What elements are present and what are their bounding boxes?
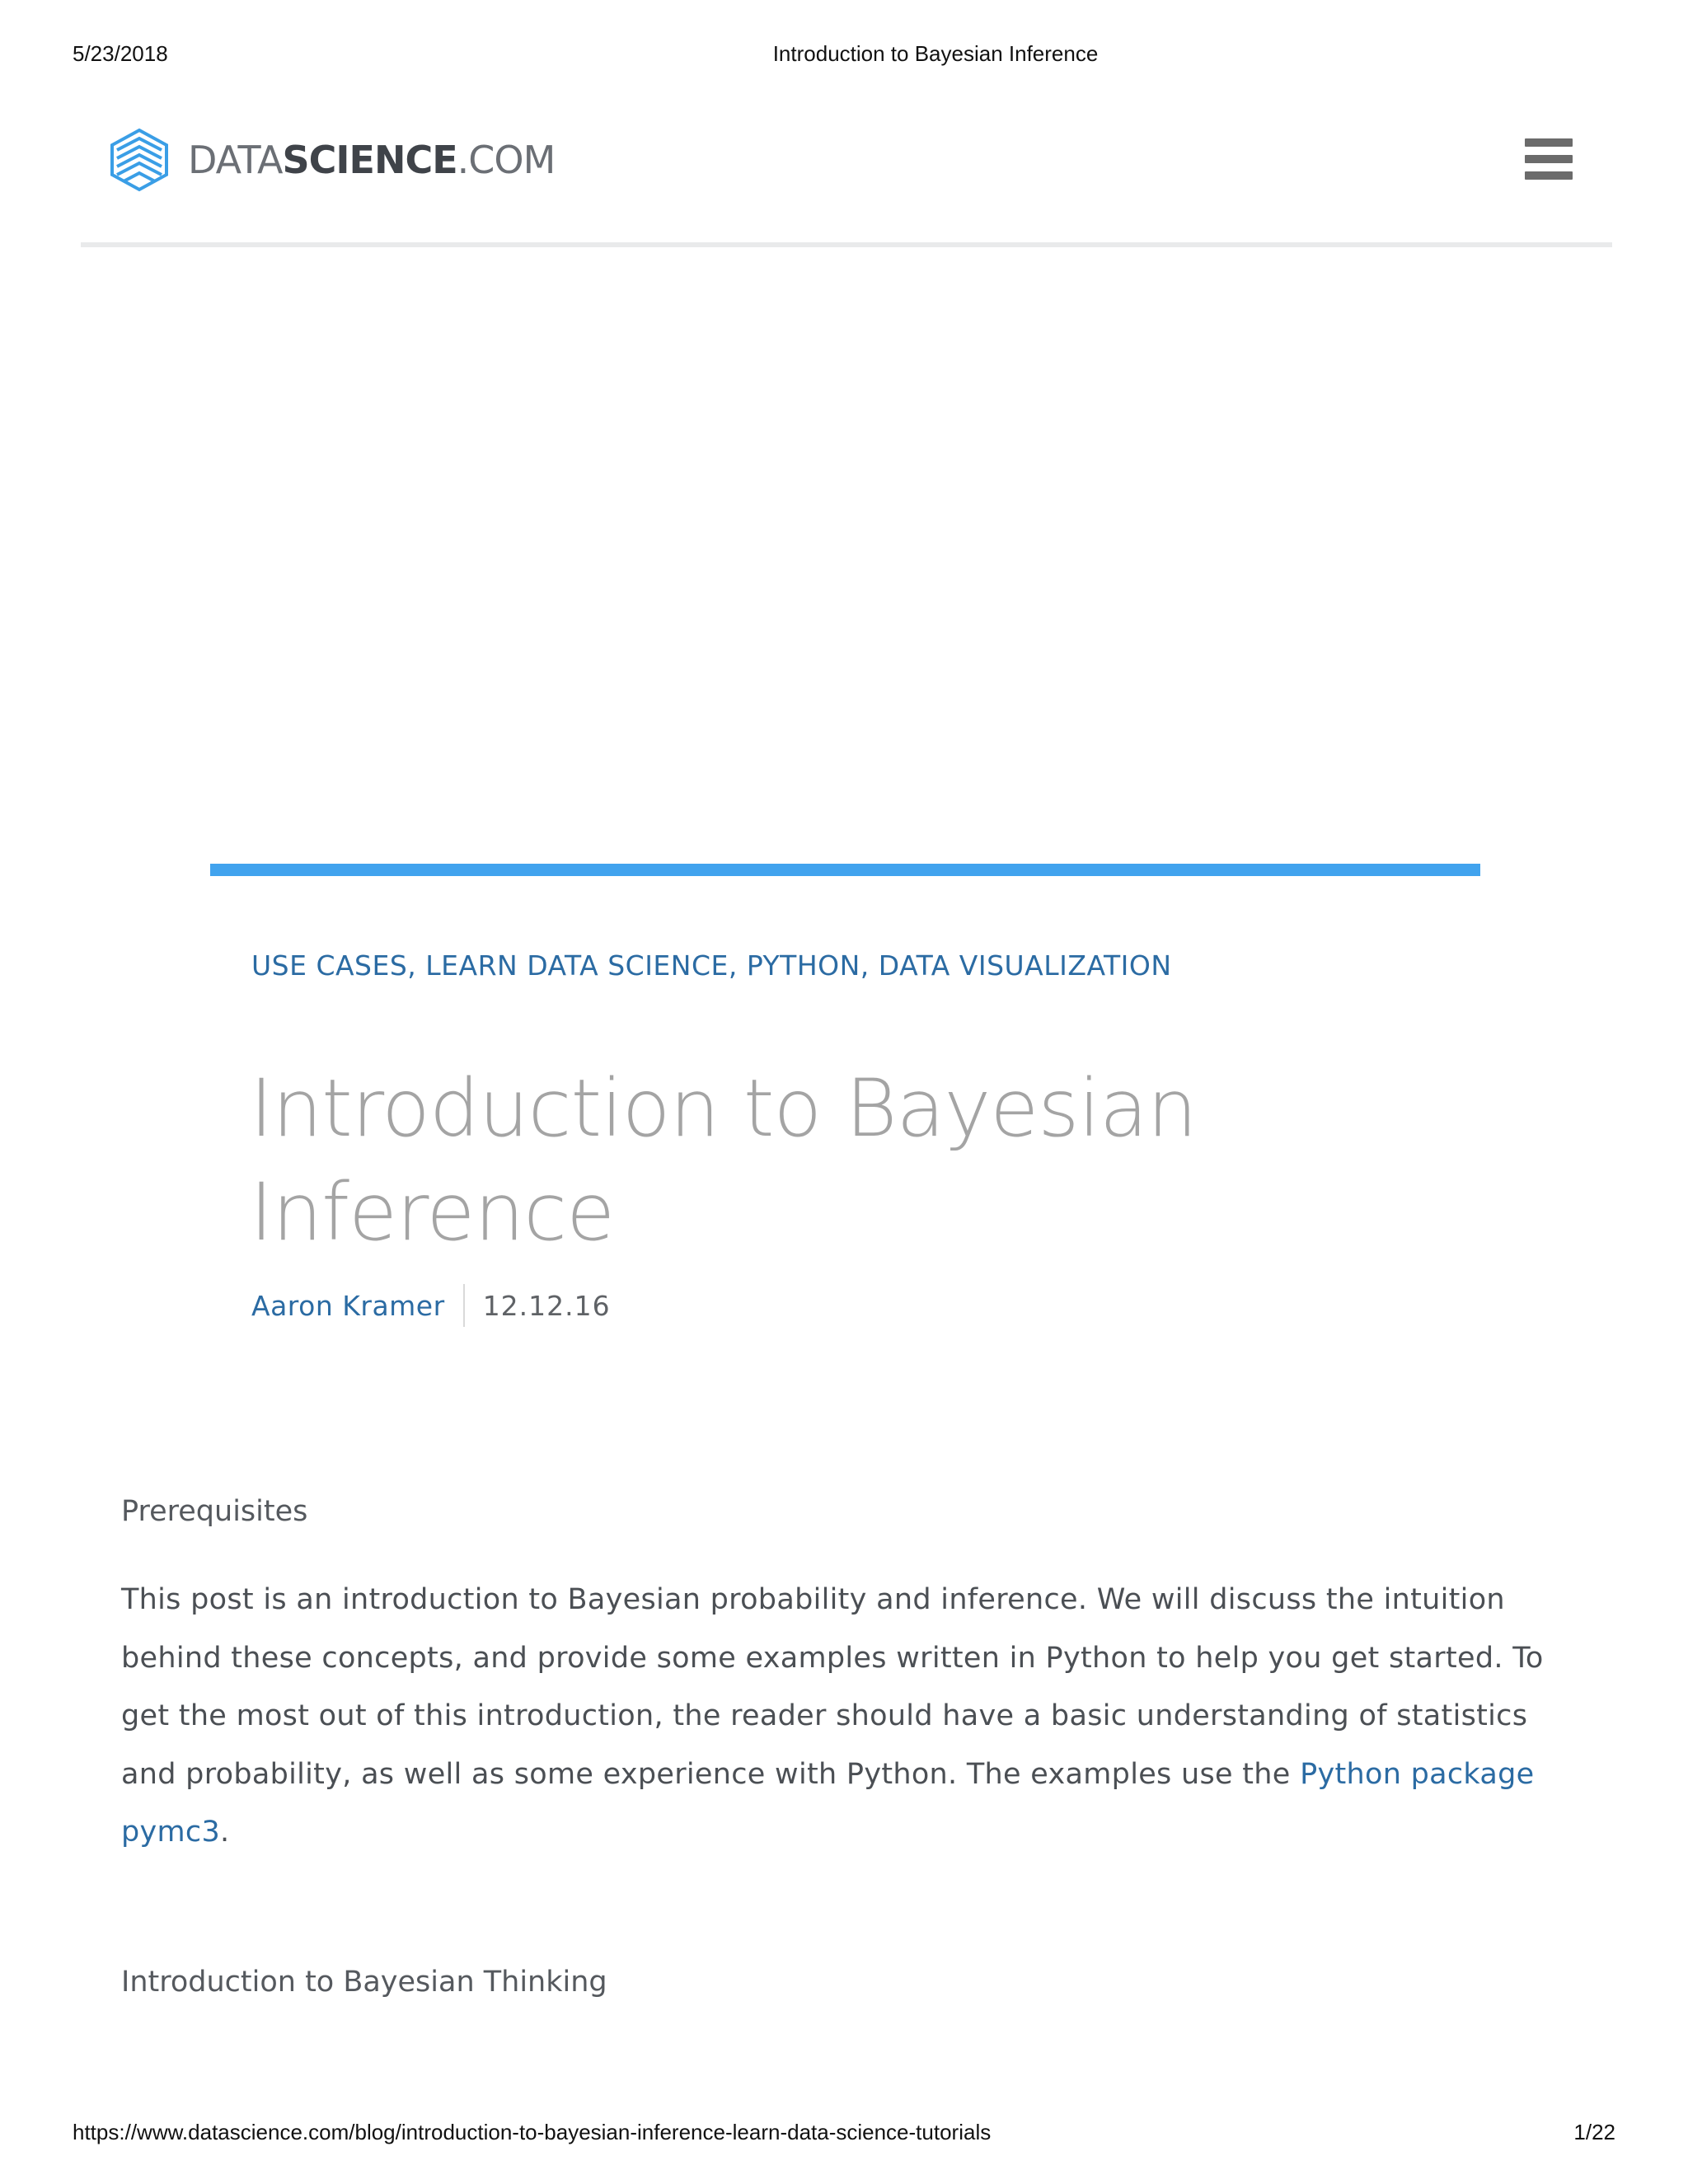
publish-date: 12.12.16 [482, 1289, 611, 1322]
logo-text-data: DATA [188, 138, 283, 182]
hamburger-menu-icon[interactable] [1525, 138, 1573, 180]
logo-wordmark [188, 138, 555, 182]
print-page-number: 1/22 [1573, 2120, 1615, 2144]
print-url: https://www.datascience.com/blog/introduction-to-bayesian-inference-learn-data-science-tutorials [73, 2120, 992, 2144]
prerequisites-heading: Prerequisites [121, 1495, 308, 1528]
datascience-logo-icon [109, 127, 170, 193]
print-page-title: Introduction to Bayesian Inference [772, 41, 1099, 66]
pymc3-link[interactable]: Python package pymc3 [121, 1757, 1535, 1849]
print-date: 5/23/2018 [73, 41, 168, 66]
intro-paragraph [121, 1571, 1572, 1862]
article-title: Introduction to Bayesian Inference [250, 1062, 1197, 1259]
site-logo[interactable] [109, 127, 555, 193]
bayesian-thinking-heading: Introduction to Bayesian Thinking [121, 1966, 607, 1999]
intro-paragraph-end: . [220, 1816, 230, 1849]
byline-divider [463, 1284, 465, 1327]
article-byline [251, 1284, 611, 1327]
logo-text-com: .COM [457, 138, 556, 182]
hero-accent-bar [210, 864, 1480, 876]
article-body [121, 1495, 1572, 1862]
intro-paragraph-text: This post is an introduction to Bayesian probability and inference. We will discuss the intuition behind these concepts, and provide some examples written in Python to help you get started. To get the most out of this introduction, the reader should have a basic understanding of statistics and probability, as well as some experience with Python. The examples use the [121, 1583, 1544, 1791]
article-categories[interactable]: USE CASES, LEARN DATA SCIENCE, PYTHON, DATA VISUALIZATION [251, 949, 1172, 982]
author-link[interactable]: Aaron Kramer [251, 1289, 445, 1322]
logo-text-science: SCIENCE [282, 138, 457, 182]
site-header [81, 115, 1612, 247]
header-divider [81, 242, 1612, 247]
